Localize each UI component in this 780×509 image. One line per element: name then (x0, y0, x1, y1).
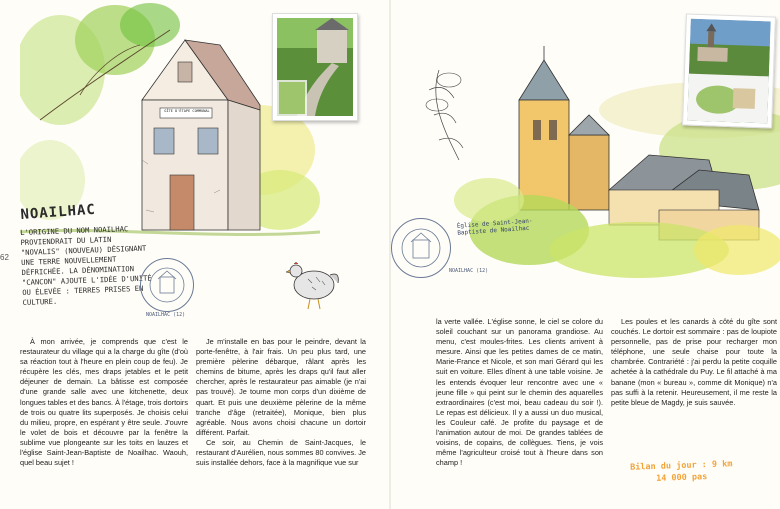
paragraph: Je m'installe en bas pour le peindre, devant la porte-fenêtre, à l'air frais. Un peu plus tard, une première pèlerine débarque, râlant après les chemins de bitume, après les draps qu'il faut aller chercher, après le restaurateur pas aimable (je n'ai pas trouvé). Je tourne mon corps d'un dixième de quart. Et puis une deuxième pèlerine de la même tranche d'âge (retraitée), Monique, bien plus agréable. Nous avons choisi chacune un dortoir différent. Parfait. (196, 337, 366, 437)
right-page (391, 0, 780, 509)
text-column-4 (611, 317, 777, 408)
paragraph: Ce soir, au Chemin de Saint-Jacques, le restaurant d'Aurélien, nous sommes 80 convives. Je suis installée dehors, face à la magnifique vue sur (196, 437, 366, 468)
gite-stamp (391, 218, 451, 278)
page-number: 62 (0, 253, 9, 262)
left-page (0, 0, 389, 509)
text-column-1 (20, 337, 188, 468)
paragraph: Les poules et les canards à côté du gîte sont couchés. Le dortoir est sommaire : pas de loupiote personnelle, pas de prise pour recharger mon téléphone, une seule chaise pour toute la chambrée. Contrariété : j'ai perdu la petite coquille achetée à la cathédrale du Puy. Le fil attaché à ma banane (mon « bureau », comme dit Monique) n'a pas suffi à la retenir. Heureusement, il me reste la petite bleue de Magdy, je suis sauvée. (611, 317, 777, 407)
handwritten-etymology-note: L'ORIGINE DU NOM NOAILHAC PROVIENDRAIT DU LATIN "NOVALIS" (NOUVEAU) DÉSIGNANT UNE TERRE NOUVELLEMENT DÉFRICHÉE. LA DÉNOMINATION "CANCON" AJOUTE L'IDÉE D'UNITÉ OU ÉLEVÉE : TERRES PRISES EN CULTURE. (20, 224, 152, 307)
paragraph: À mon arrivée, je comprends que c'est le restaurateur du village qui a la charge du gîte (d'où sa réaction tout à l'heure en plein coup de feu). Je récupère les clés, mes draps jetables et le petit déjeuner de demain. La bâtisse est composée d'une grande salle avec une kitchenette, deux longues tables et des bancs. À l'étage, trois dortoirs de trois ou quatre lits superposés. Je choisis celui du milieu, propre, en espérant y être seule. J'ouvre le volet de bois et découvre par la fenêtre la sublime vue plongeante sur les toits en lauzes et l'église Saint-Jean-Baptiste de Noailhac. Waouh, quel beau sujet ! (20, 337, 188, 468)
daily-summary (614, 458, 750, 487)
gite-stamp (140, 258, 194, 312)
daily-summary-distance: Bilan du jour : 9 km (629, 459, 733, 473)
photo-village-road (272, 13, 358, 121)
church-caption: Église de Saint-Jean-Baptiste de Noailhac (456, 217, 533, 237)
house-sign-text: GÎTE D'ÉTAPE COMMUNAL (164, 109, 210, 113)
stamp-caption: NOAILHAC (12) (146, 312, 186, 318)
hen-drawing (282, 255, 342, 315)
stamp-caption: NOAILHAC (12) (449, 268, 489, 274)
paragraph: la verte vallée. L'église sonne, le ciel se colore du soleil couchant sur un panorama grandiose. Au menu, c'est moules-frites. Les clients arrivent à mesure. Ainsi que les petites dames de ce matin, Marie-France et Nicole, et son mari Gérard qui les suit en voiture. Elles dînent à une table voisine. Je les entends évoquer leur rencontre avec une « jeune fille » qui peint sur le chemin des aquarelles extraordinaires (c'est moi, beau cadeau du soir !). Le repas est délicieux. Il y a aussi un duo musical, les Couleur café. Je profite du paysage et de l'animation autour de moi. De grandes tablées de voisins, de copains, de collègues. Tiens, je vois même l'agriculteur croisé tout à l'heure dans son champ ! (436, 317, 603, 468)
photo-village-panorama (682, 13, 776, 128)
daily-summary-steps: 14 000 pas (655, 472, 708, 484)
text-column-2 (196, 337, 366, 468)
handwritten-title: NOAILHAC (20, 201, 97, 223)
text-column-3 (436, 317, 603, 468)
